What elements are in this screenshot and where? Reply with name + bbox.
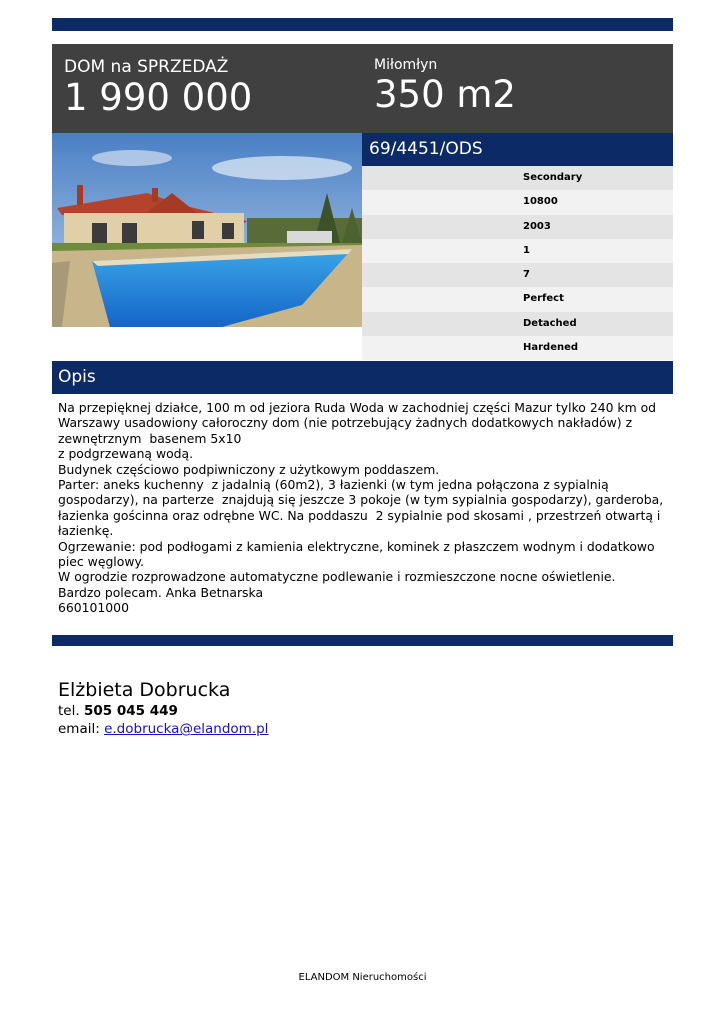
description-line: zewnętrznym basenem 5x10	[58, 430, 242, 446]
description-line: Bardzo polecam. Anka Betnarska	[58, 584, 264, 600]
agent-phone-line	[58, 702, 268, 720]
param-rooms: 7	[362, 263, 673, 287]
param-market: Secondary	[362, 166, 673, 190]
top-accent-bar	[52, 18, 673, 31]
listing-header	[52, 44, 673, 133]
agent-email-line	[58, 720, 268, 738]
email-label: email:	[58, 721, 100, 737]
listing-city: Miłomłyn	[374, 57, 438, 73]
description-line: Na przepięknej działce, 100 m od jeziora Ruda Woda w zachodniej części Mazur tylko 240 km od	[58, 400, 657, 415]
param-floors: 1	[362, 239, 673, 263]
description-text	[58, 400, 670, 616]
property-photo	[52, 133, 362, 327]
agent-phone: 505 045 449	[83, 703, 178, 719]
header-right	[374, 56, 516, 116]
section-divider-bar	[52, 635, 673, 646]
description-line: 660101000	[58, 600, 129, 616]
description-line: W ogrodzie rozprowadzone automatyczne podlewanie i rozmieszczone nocne oświetlenie.	[58, 569, 616, 585]
param-year-built: 2003	[362, 215, 673, 239]
listing-price: 1 990 000	[64, 76, 253, 119]
param-access-road: Hardened	[362, 336, 673, 360]
description-line: Parter: aneks kuchenny z jadalnią (60m2), 3 łazienki (w tym jedna połączona z sypialnią	[58, 477, 609, 493]
listing-params	[362, 166, 673, 360]
param-building-type: Detached	[362, 312, 673, 336]
param-condition: Perfect	[362, 287, 673, 311]
footer-company: ELANDOM Nieruchomości	[298, 972, 427, 983]
description-heading: Opis	[52, 361, 673, 394]
phone-label: tel.	[58, 703, 80, 719]
description-line: łazienka gościnna oraz odrębne WC. Na poddaszu 2 sypialnie pod skosami , przestrzeń otwartą i	[58, 507, 661, 523]
description-line: Warszawy usadowiony całoroczny dom (nie potrzebujący żadnych dodatkowych nakładów) z	[58, 415, 633, 431]
listing-reference: 69/4451/ODS	[362, 133, 673, 166]
param-plot-area: 10800	[362, 190, 673, 214]
description-line: Budynek częściowo podpiwniczony z użytkowym poddaszem.	[58, 461, 440, 477]
listing-area: 350 m2	[374, 73, 516, 116]
description-line: z podgrzewaną wodą.	[58, 446, 194, 462]
description-line: Ogrzewanie: pod podłogami z kamienia elektryczne, kominek z płaszczem wodnym i dodatkowo	[58, 538, 655, 554]
description-line: gospodarzy), na parterze znajdują się jeszcze 3 pokoje (w tym sypialnia gospodarzy), garderoba,	[58, 492, 664, 508]
header-left	[64, 56, 252, 118]
agent-email-link[interactable]: e.dobrucka@elandom.pl	[104, 721, 269, 737]
agent-contact	[58, 678, 268, 738]
description-line: łazienkę.	[58, 523, 114, 539]
listing-type: DOM na SPRZEDAŻ	[64, 57, 229, 77]
description-line: piec węglowy.	[58, 554, 144, 570]
agent-name: Elżbieta Dobrucka	[58, 679, 231, 701]
